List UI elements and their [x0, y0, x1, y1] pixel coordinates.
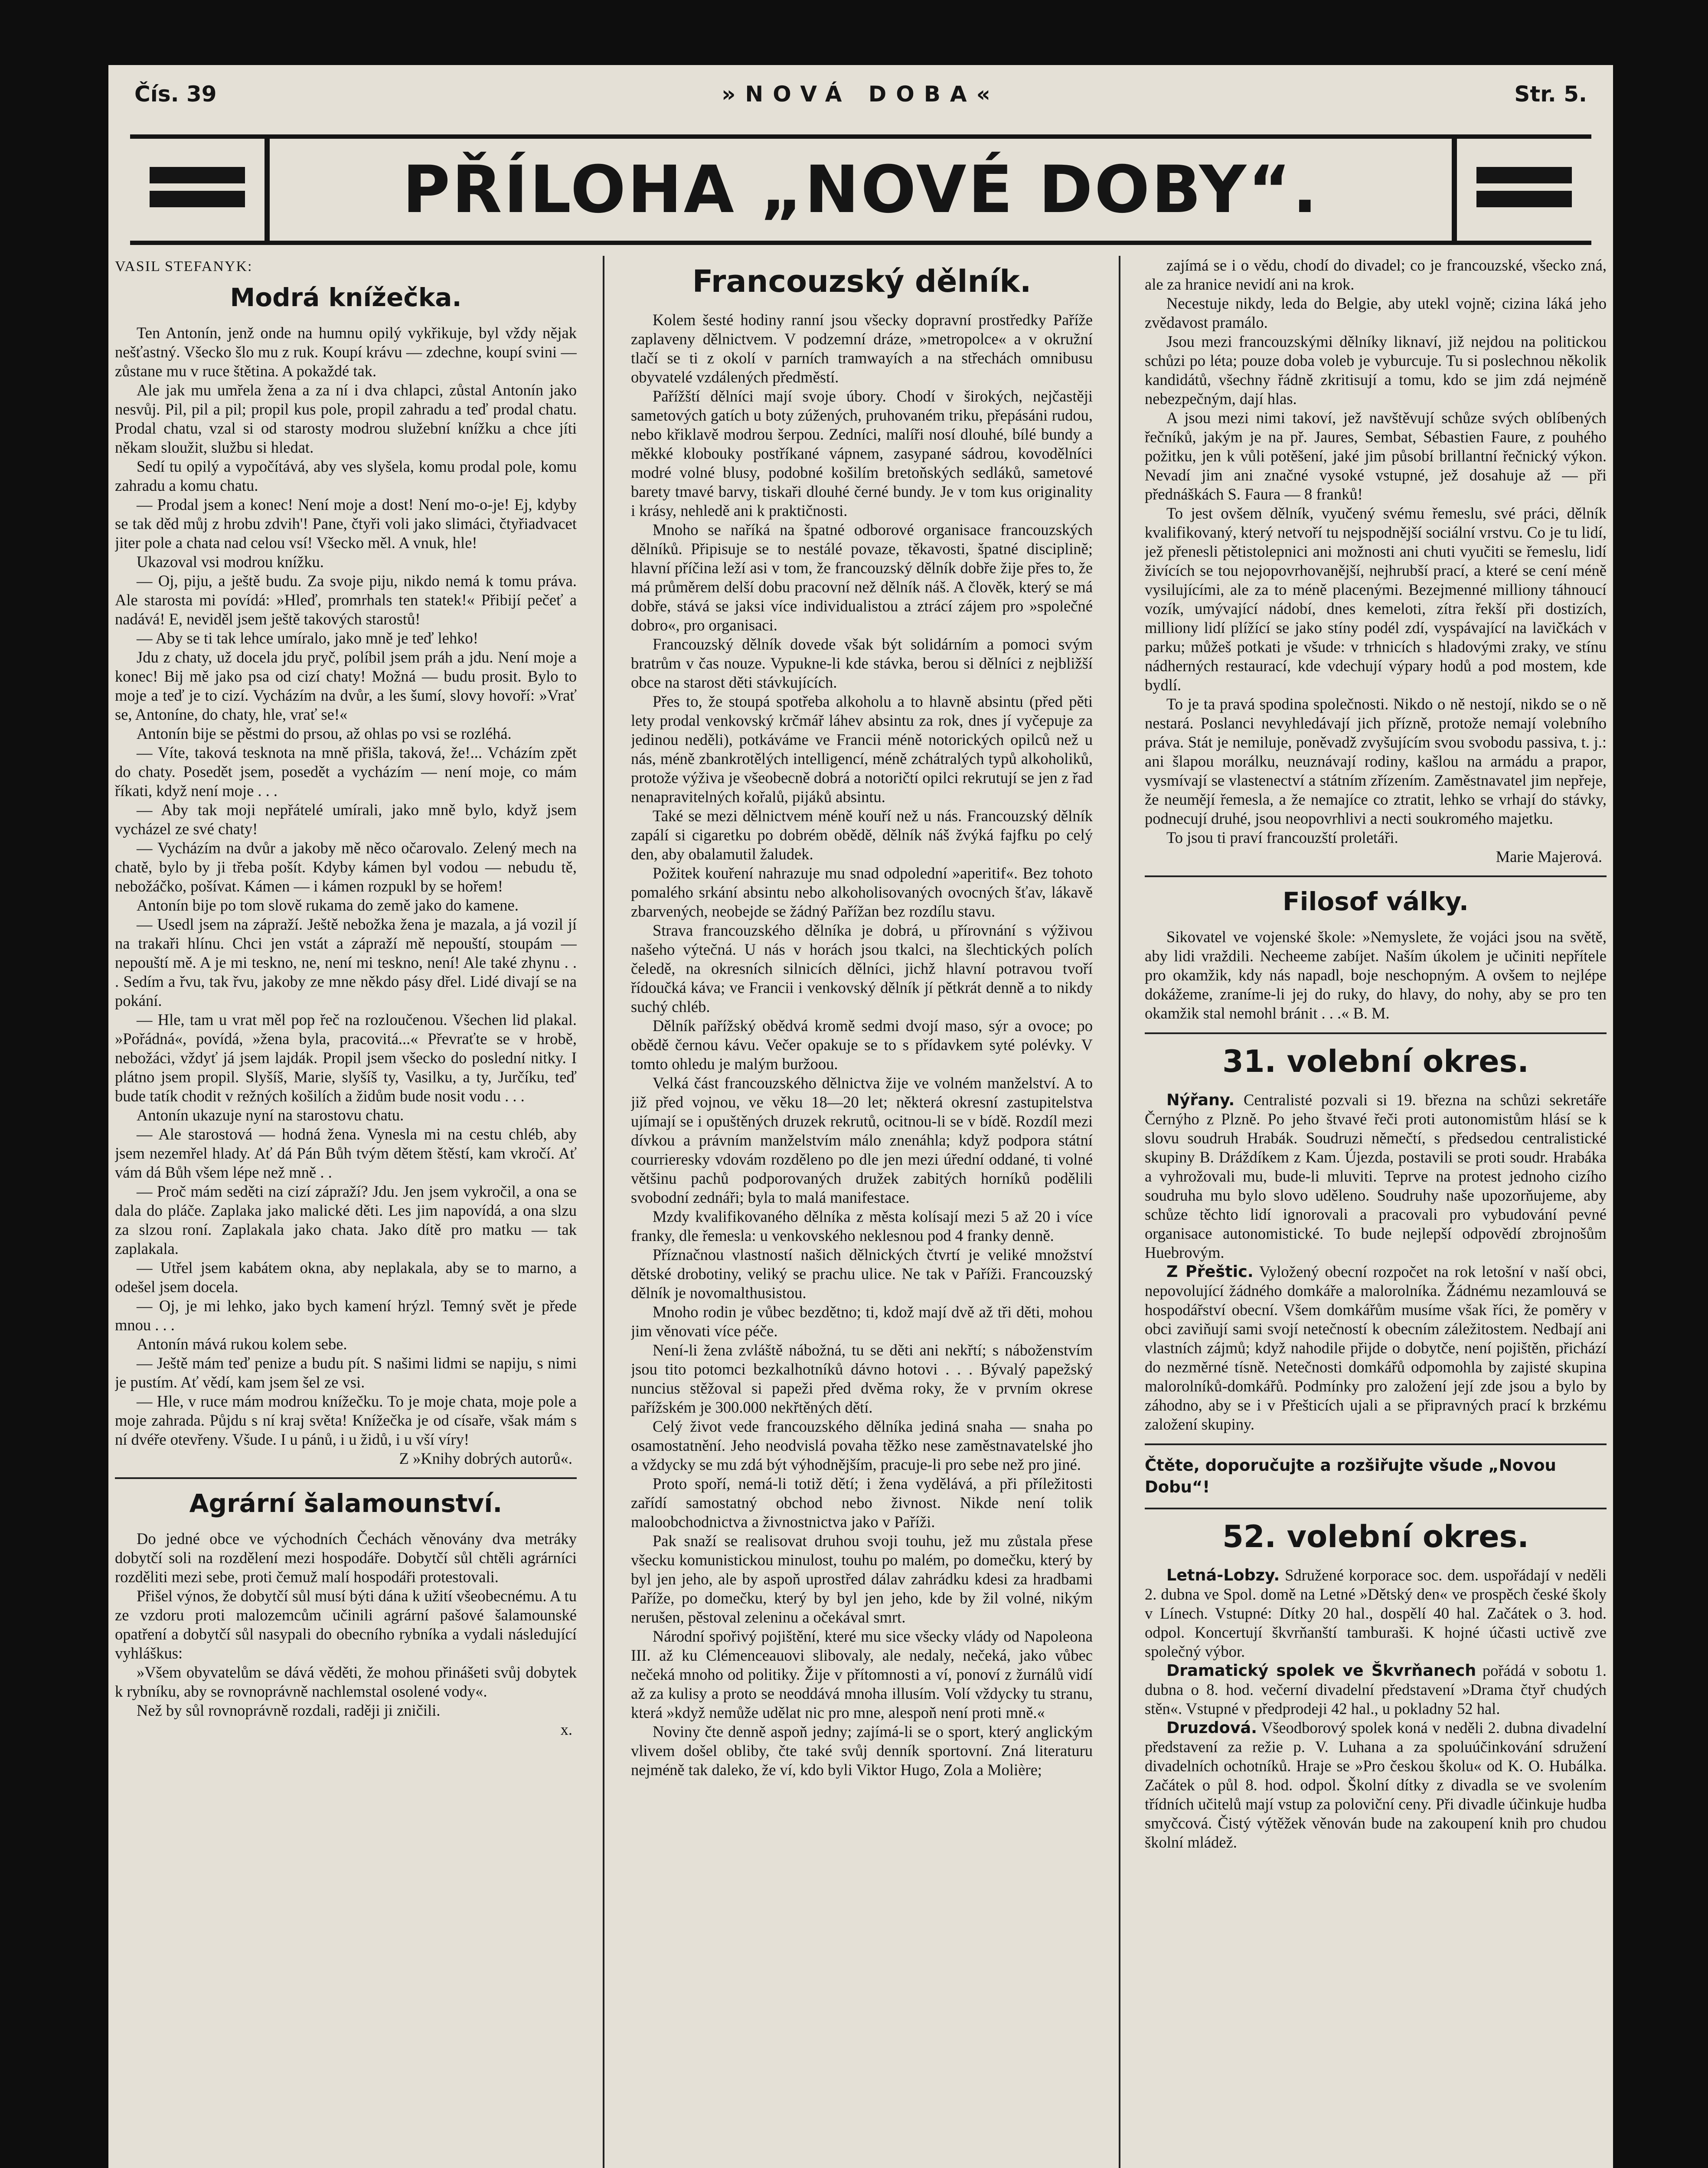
article-paragraph: »Všem obyvatelům se dává věděti, že mohou přinášeti svůj dobytek k rybníku, aby se rovnoprávně nachlemstal osolené vody«. — [115, 1663, 577, 1700]
news-item-text: Vyložený obecní rozpočet na rok letošní v naší obci, nepovolující žádného domkáře a malorolníka. Žádnému nezamlouvá se hospodářství obecní. Všem domkářům musíme však říci, že poměry v obci zaviňují sami svojí netečností k obecním záležitostem. Nedbají ani vlastních zájmů; když nahodile přijde o dobytče, není pojištěn, přichází do nezměrné tísně. Netečnosti domkářů odpomohla by zajisté skupina malorolníků-domkářů. Podmínky pro založení její zde jsou a bylo by záhodno, aby se i v Přešticích ujali a se připravných prací k brzkému založení skupiny. — [1145, 1263, 1607, 1433]
article-paragraph: Není-li žena zvláště nábožná, tu se děti ani nekřtí; s náboženstvím jsou tito potomci bezkalhotníků dávno hotovi . . . Bývalý papežský nuncius stěžoval si papeži před dvěma roky, že v prvním okrese pařížském je 300.000 nekřtěných dětí. — [631, 1341, 1093, 1416]
article-paragraph: Přes to, že stoupá spotřeba alkoholu a to hlavně absintu (před pěti lety prodal venkovský krčmář láhev absintu za rok, dnes jí vyčepuje za jedinou neděli), potkáváme ve Francii méně notorických opilců než u nás, méně zbankrotělých intelligencí, méně zchátralých typů alkoholiků, protože výživa je všeobecně dobrá a notoričtí opilci rekrutují se jen z řad nenapravitelných kořalů, pijáků absintu. — [631, 692, 1093, 806]
article-paragraph: To jsou ti praví francouzští proletáři. — [1166, 829, 1398, 846]
page-number: Str. 5. — [1514, 82, 1587, 107]
running-head — [134, 77, 1587, 112]
article-body — [115, 1529, 577, 1720]
article-signature: Marie Majerová. — [1496, 848, 1602, 865]
banner-right-ornament — [1452, 139, 1591, 241]
section-title: 31. volební okres. — [1222, 1044, 1529, 1079]
article-paragraph: — Ale starostová — hodná žena. Vynesla mi na cestu chléb, aby jsem nezemřel hlady. Ať dá Pán Bůh tvým dětem štěstí, kam vkročí. Ať vám dá Bůh všem lépe než mně . . — [115, 1125, 577, 1181]
article-paragraph: Pak snaží se realisovat druhou svoji touhu, jež mu zůstala přese všecku komunistickou minulost, touhu po malém, po domečku, který by byl jen jeho, ale by aspoň uprostřed dálav zahrádku kdesi za hradbami Paříže, po domečku, který by byl jen jeho, kde by žil volné, nikým nerušen, pěstoval zeleninu a očekával smrt. — [631, 1532, 1093, 1626]
article-paragraph: — Hle, tam u vrat měl pop řeč na rozloučenou. Všechen lid plakal. »Pořádná«, povídá, »žena byla, pracovitá...« Převraťte se v hrobě, nebožáci, vždyť já jsem lajdák. Propil jsem všecko do poslední nitky. I plátno jsem propil. Slyšíš, Marie, slyšíš ty, Vasilku, a ty, Jurčíku, teď bude tatík chodit v režných košilích a židům bude nosit vodu . . . — [115, 1011, 577, 1105]
article-paragraph: Přišel výnos, že dobytčí sůl musí býti dána k užití všeobecnému. A tu ze vzdoru proti malozemcům učinili agrární pašové šalamounské opatření a dobytčí sůl nasypali do obecního rybníka a vydali následující vyhláškus: — [115, 1587, 577, 1662]
article-paragraph: — Oj, je mi lehko, jako bych kamení hrýzl. Temný svět je přede mnou . . . — [115, 1297, 577, 1334]
article-paragraph: — Aby tak moji nepřátelé umírali, jako mně bylo, když jsem vycházel ze své chaty! — [115, 801, 577, 838]
article-paragraph: — Prodal jsem a konec! Není moje a dost! Není mo-o-je! Ej, kdyby se tak děd můj z hrobu zdvih'! Pane, čtyři voli jako slimáci, čtyřiadvacet jiter pole a chata nad celou vsí! Všecko měl. A vnuk, hle! — [115, 496, 577, 552]
news-item-text: pořádá v sobotu 1. dubna o 8. hod. večerní divadelní představení »Drama čtyř chudých stěn«. Vstupné v předprodeji 42 hal., u pokladny 52 hal. — [1145, 1662, 1607, 1717]
news-item — [1145, 1262, 1607, 1434]
article-paragraph: Požitek kouření nahrazuje mu snad odpolední »aperitif«. Bez tohoto pomalého srkání absintu nebo alkoholisovaných ovocných šťav, lákavě zbarvených, neobejde se žádný Pařížan bez rozdílu stavu. — [631, 864, 1093, 920]
article-paragraph: Sikovatel ve vojenské škole: »Nemyslete, že vojáci jsou na světě, aby lidi vraždili. Necheeme zabíjet. Naším úkolem je učiniti nepřítele pro okamžik, kdy nás napadl, boje neschopným. A ovšem to nejlépe dokážeme, zraníme-li jej do ruky, do hlavy, do nohy, aby se pro ten okamžik stal nemohl bránit . . .« B. M. — [1145, 928, 1607, 1022]
article-paragraph: Proto spoří, nemá-li totiž dětí; i žena vydělává, a při příležitosti zařídí samostatný obchod nebo živnost. Nikde není tolik maloobchodnictva a živnostnictva jako v Paříži. — [631, 1475, 1093, 1531]
article-paragraph: Ale jak mu umřela žena a za ní i dva chlapci, zůstal Antonín jako nesvůj. Pil, pil a pil; propil kus pole, propil zahradu a teď prodal chatu. Prodal chatu, vzal si od starosty modrou služební knížku a chce jíti někam sloužit, službu si hledat. — [115, 381, 577, 456]
article-paragraph: — Ještě mám teď penize a budu pít. S našimi lidmi se napiju, s nimi je pustím. Ať vědí, kam jsem šel ze vsi. — [115, 1354, 577, 1391]
article-paragraph: — Usedl jsem na zápraží. Ještě nebožka žena je mazala, a já vozil jí na trakaři hlínu. Chci jen vstát a zápraží mě nepouští, stoupám — nepouští mě. A je mi teskno, ne, není mi teskno, není! Ale také zhynu . . . Sedím a řvu, tak řvu, jakoby ze mne někdo pásy dřel. Lidé divají se na pokání. — [115, 915, 577, 1009]
article-paragraph: Antonín mává rukou kolem sebe. — [137, 1335, 347, 1353]
article-body — [115, 323, 577, 1449]
news-item-place: Letná-Lobzy. — [1166, 1566, 1280, 1584]
article-paragraph: Velká část francouzského dělnictva žije ve volném manželství. A to již před vojnou, ve věku 18—20 let; některá okresní zastupitelstva ujímají se i opuštěných druzek rekrutů, ocitnou-li se v bídě. Rozdíl mezi dívkou a právním manželstvím málo znenáhla; když podpora státní courrieresky vdovám rozděleno po dle jen mezi úřední oddané, ti volné většinu pachů podporovaných družek zabitých horníků podělili svobodní zednáři; byla to malá manifestace. — [631, 1074, 1093, 1206]
article-title: Agrární šalamounství. — [189, 1489, 503, 1518]
issue-number: Čís. 39 — [134, 82, 217, 107]
article-body — [1145, 256, 1607, 847]
column-rule — [1119, 256, 1120, 2168]
article-paragraph: Kolem šesté hodiny ranní jsou všecky dopravní prostředky Paříže zaplaveny dělnictvem. V podzemní dráze, »metropolce« a v okružní tlačí se ti z okolí v parních tramwayích a na střechách omnibusu obyvatelé vzdálených předměstí. — [631, 311, 1093, 386]
section-title: 52. volební okres. — [1222, 1519, 1529, 1554]
article-paragraph: — Utřel jsem kabátem okna, aby neplakala, aby se to marno, a odešel jsem docela. — [115, 1259, 577, 1296]
article-paragraph: zajímá se i o vědu, chodí do divadel; co je francouzské, všecko zná, ale za hranice nevidí ani na krok. — [1145, 256, 1607, 293]
newspaper-page — [108, 65, 1613, 2168]
article-title: Filosof války. — [1283, 887, 1469, 916]
article-signature: x. — [560, 1721, 572, 1738]
news-item-place: Z Přeštic. — [1166, 1262, 1254, 1281]
news-item — [1145, 1566, 1607, 1661]
article-paragraph: Do jedné obce ve východních Čechách věnovány dva metráky dobytčí soli na rozdělení mezi hospodáře. Dobytčí sůl chtěli agrárníci rozděliti mezi sebe, proti čemuž malí hospodáři protestovali. — [115, 1530, 577, 1586]
article-paragraph: Ukazoval vsi modrou knížku. — [137, 553, 324, 571]
article-paragraph: Mzdy kvalifikovaného dělníka z města kolísají mezi 5 až 20 i více franky, dle řemesla: u venkovského neklesnou pod 4 franky denně. — [631, 1208, 1093, 1244]
article-paragraph: Než by sůl rovnoprávně rozdali, raději ji zničili. — [137, 1701, 441, 1719]
article-paragraph: Necestuje nikdy, leda do Belgie, aby utekl vojně; cizina láká jeho zvědavost pramálo. — [1145, 294, 1607, 331]
article-paragraph: To je ta pravá spodina společnosti. Nikdo o ně nestojí, nikdo se o ně nestará. Poslanci nevyhledávají jich přízně, protože nemají volebního práva. Stát je nemiluje, poněvadž zvyšujícím svou svobodu passiva, t. j.: ani šlapou morálku, neuznávají rodiny, kašlou na armádu a prapor, vysmívají se vlastenectví a státním zřízením. Zaměstnavatel jim nepřeje, že neumějí řemesla, a že nemajíce co ztratit, lehko se vrhají do stávky, podnecují druhé, jsou neopovrhlivi a necti soukromého majetku. — [1145, 695, 1607, 827]
banner-left-ornament — [130, 139, 270, 241]
supplement-banner — [130, 134, 1591, 245]
article-divider — [1145, 875, 1607, 877]
news-item-text: Všeodborový spolek koná v neděli 2. dubna divadelní představení za režie p. V. Luhana a za spoluúčinkování sdružení divadelních ochotníků. Hraje se »Pro českou školu« od K. O. Hubálka. Začátek o půl 8. hod. odpol. Školní dítky z divadla se ve svolením třídních učitelů mají vstup za poloviční ceny. Při divadle účinkuje hudba smyčcová. Čistý výtěžek věnován bude na zakoupení knih pro chudou školní mládež. — [1145, 1719, 1607, 1851]
article-divider — [1145, 1443, 1607, 1445]
section-body — [1145, 1566, 1607, 1852]
column-rule — [603, 256, 604, 2168]
article-title: Francouzský dělník. — [692, 264, 1032, 299]
article-paragraph: A jsou mezi nimi takoví, jež navštěvují schůze svých oblíbených řečníků, jakým je na př. Jaures, Sembat, Sébastien Faure, z pouhého požitku, jen k vůli potěšení, jaké jim působí brillantní řečnický výkon. Nevadí jim ani značné vysoké vstupné, jež dosahuje až — při přednáškách S. Faura — 8 franků! — [1145, 409, 1607, 503]
news-item-text: Centralisté pozvali si 19. března na schůzi sekretáře Černýho z Plzně. Po jeho štvavé řeči proti autonomistům hlásí se k slovu soudruh Hrabák. Soudruzi němečtí, s předsedou centralistické skupiny B. Dráždíkem z Kam. Újezda, postavili se proti soudr. Hrabáka a vyhrožovali mu, bude-li mluviti. Teprve na protest jednoho cizího soudruha mu bylo slovo uděleno. Soudruhy naše upozorňujeme, aby schůze těchto lidí ignorovali a pracovali pro vybudování pevné organisace autonomistické. To bude nejlepší odpovědí zbrojnošům Huebrovým. — [1145, 1091, 1607, 1261]
article-divider — [1145, 1508, 1607, 1509]
newspaper-name: »NOVÁ DOBA« — [722, 82, 1000, 107]
news-item-place: Nýřany. — [1166, 1091, 1235, 1109]
banner-title: PŘÍLOHA „NOVÉ DOBY“. — [402, 152, 1319, 228]
article-paragraph: To jest ovšem dělník, vyučený svému řemeslu, své práci, dělník kvalifikovaný, který netvoří tu nejspodnější sociální vrstvu. Co je tu lidí, jež přenesli pětistolepnici ani možnosti ani chuti vyučiti se řemeslu, lidí živících se tou nejopovrhovanější, nejhrubší prací, a které se cení méně vysilujícími, ale za to méně placenými. Bezejmenné milliony táhnoucí vozík, umývající nádobí, dnes kemeloti, zítra řekší při dostizích, milliony lidí plížící se jako stíny podél zdí, vyspávající na lavičkách v parku; můžeš potkati je všude: v trhnicích s hladovými zraky, ve stínu nádherných restaurací, kde vdechují výpary hodů a pod mostem, kde bydlí. — [1145, 504, 1607, 694]
promo-notice: Čtěte, doporučujte a rozšiřujte všude „Novou Dobu“! — [1145, 1456, 1556, 1496]
article-signature: Z »Knihy dobrých autorů«. — [399, 1450, 572, 1467]
news-item-place: Druzdová. — [1166, 1718, 1257, 1737]
article-paragraph: Antonín bije po tom slově rukama do země jako do kamene. — [137, 896, 519, 914]
article-paragraph: Dělník pařížský obědvá kromě sedmi dvojí maso, sýr a ovoce; po obědě černou kávu. Večer opakuje se to s přídavkem syté polévky. V tomto ohledu je malým buržoou. — [631, 1017, 1093, 1073]
article-divider — [1145, 1032, 1607, 1034]
article-paragraph: Mnoho rodin je vůbec bezdětno; ti, kdož mají dvě až tři děti, mohou jim věnovati více péče. — [631, 1303, 1093, 1340]
section-body — [1145, 1091, 1607, 1434]
article-paragraph: Noviny čte denně aspoň jedny; zajímá-li se o sport, který anglickým vlivem došel obliby, čte také svůj denník sportovní. Zná literaturu nejméně tak daleko, že ví, kdo byli Viktor Hugo, Zola a Molière; — [631, 1723, 1093, 1779]
article-paragraph: Jsou mezi francouzskými dělníky liknaví, již nejdou na politickou schůzi po léta; pouze doba voleb je vyburcuje. Tu si poslechnou několik kandidátů, všechny řádně zkritisují a tomu, kdo se jim zdá nejméně nebezpečným, dají hlas. — [1145, 333, 1607, 408]
column-2 — [631, 256, 1093, 2168]
article-paragraph: Antonín bije se pěstmi do prsou, až ohlas po vsi se rozléhá. — [137, 725, 512, 742]
article-paragraph: — Proč mám seděti na cizí zápraží? Jdu. Jen jsem vykročil, a ona se dala do pláče. Zaplaka jako malické děti. Les jim napovídá, a ona slzu za slzou roní. Zaplakala jako chata. Jako dítě pro matku — tak zaplakala. — [115, 1182, 577, 1257]
article-paragraph: Také se mezi dělnictvem méně kouří než u nás. Francouzský dělník zapálí si cigaretku po dobrém obědě, dělník náš žvýká fajfku po celý den, aby obalamutil žaludek. — [631, 807, 1093, 863]
article-divider — [115, 1477, 577, 1479]
article-byline: VASIL STEFANYK: — [115, 258, 253, 274]
column-1 — [115, 256, 577, 2168]
column-3 — [1145, 256, 1607, 2168]
article-paragraph: Francouzský dělník dovede však být solidárním a pomoci svým bratrům v čas nouze. Vypukne-li kde stávka, berou si dělníci z nejbližší obce na starost děti stávkujících. — [631, 635, 1093, 691]
news-item — [1145, 1661, 1607, 1718]
article-paragraph: Ten Antonín, jenž onde na humnu opilý vykřikuje, byl vždy nějak nešťastný. Všecko šlo mu z ruk. Koupí krávu — zdechne, koupí svini — zůstane mu v ruce štětina. A pokaždé tak. — [115, 324, 577, 380]
article-paragraph: Celý život vede francouzského dělníka jediná snaha — snaha po osamostatnění. Jeho neodvislá povaha těžko nese zaměstnavatelské jho a vždycky se mu zdá být výhodnějším, pracuje-li pro sebe než pro jiné. — [631, 1417, 1093, 1473]
article-paragraph: — Vycházím na dvůr a jakoby mě něco očarovalo. Zelený mech na chatě, bylo by ji třeba pošít. Kdyby kámen byl vodou — nebudu tě, nebožáčko, pošívat. Kámen — i kámen rozpukl by se hořem! — [115, 839, 577, 895]
news-item-place: Dramatický spolek ve Škvrňanech — [1166, 1661, 1476, 1680]
article-paragraph: Jdu z chaty, už docela jdu pryč, políbil jsem práh a jdu. Není moje a konec! Bij mě jako psa od cizí chaty! Možná — budu prosit. Bylo to moje a teď je to cizí. Vycházím na dvůr, a les šumí, slovy hovoří: »Vrať se, Antoníne, do chaty, hle, vrať se!« — [115, 648, 577, 723]
article-paragraph: — Hle, v ruce mám modrou knížečku. To je moje chata, moje pole a moje zahrada. Půjdu s ní kraj světa! Knížečka je od císaře, však mám s ní dvéře otevřeny. Všude. I u pánů, i u židů, i u vší víry! — [115, 1392, 577, 1448]
news-item — [1145, 1091, 1607, 1262]
article-paragraph: Sedí tu opilý a vypočítává, aby ves slyšela, komu prodal pole, komu zahradu a komu chatu. — [115, 457, 577, 494]
article-body — [631, 310, 1093, 1779]
article-paragraph: Antonín ukazuje nyní na starostovu chatu. — [137, 1106, 404, 1124]
article-title: Modrá knížečka. — [230, 283, 462, 312]
article-paragraph: Mnoho se naříká na špatné odborové organisace francouzských dělníků. Připisuje se to nestálé povaze, těkavosti, špatné disciplině; hlavní příčina leží asi v tom, že francouzský dělník dobře žije přes to, že má průměrem delší dobu pracovní než dělník náš. A člověk, který se má dobře, stává se jaksi více individualistou a ztrácí zájem pro »společné dobro«, pro organisaci. — [631, 521, 1093, 634]
article-paragraph: — Aby se ti tak lehce umíralo, jako mně je teď lehko! — [137, 629, 478, 647]
news-item-text: Sdružené korporace soc. dem. uspořádají v neděli 2. dubna ve Spol. domě na Letné »Dětský den« ve prospěch české školy v Línech. Vstupné: Dítky 20 hal., dospělí 40 hal. Začátek o 3. hod. odpol. Koncertují škvrňanští tamburaši. K hojné účasti uctivě zve společný výbor. — [1145, 1566, 1607, 1660]
article-paragraph: Pařížští dělníci mají svoje úbory. Chodí v širokých, nejčastěji sametových gatích u boty zúžených, pruhovaném triku, přepásáni rudou, nebo křiklavě modrou šerpou. Zedníci, malíři nosí dlouhé, bílé bundy a měkké klobouky postříkané vápnem, zasypané sádrou, kovodělníci modré volné blusy, podobné košilím bretoňských sedláků, sametové barety tmavé barvy, tiskaři dlouhé černé bundy. Je v tom kus originality i krásy, nehledě ani k praktičnosti. — [631, 387, 1093, 519]
article-paragraph: Strava francouzského dělníka je dobrá, u přírovnání s výživou našeho výtečná. U nás v horách jsou tkalci, na šlechtických polích čeledě, na okresních silnicích dělníci, jichž hlavní potravou tvoří řídoučká káva; ve Francii i venkovský dělník jí pětkrát denně a to nikdy suchý chléb. — [631, 921, 1093, 1015]
news-item — [1145, 1718, 1607, 1852]
article-paragraph: Příznačnou vlastností našich dělnických čtvrtí je veliké množství dětské drobotiny, veliký se prachu ulice. Ne tak v Paříži. Francouzský dělník je novomalthusistou. — [631, 1246, 1093, 1302]
article-paragraph: — Víte, taková tesknota na mně přišla, taková, že!... Vcházím zpět do chaty. Posedět jsem, posedět a vycházím — není moje, co mám říkati, když není moje . . . — [115, 744, 577, 800]
article-paragraph: Národní spořivý pojištění, které mu sice všecky vlády od Napoleona III. až ku Clémenceauovi slibovaly, ale nedaly, nečeká, jako vůbec nečeká mnoho od politiky. Žije v přítomnosti a ví, ponoví z žurnálů vidí až za kulisy a proto se neoddává mnoha illusím. Volí vždycky tu stranu, která »když nemůže udělat nic pro mne, alespoň není proti mně.« — [631, 1627, 1093, 1721]
article-paragraph: — Oj, piju, a ještě budu. Za svoje piju, nikdo nemá k tomu práva. Ale starosta mi povídá: »Hleď, promrhals ten statek!« Přibijí pečeť a nadává! E, neviděl jsem ještě takových starostů! — [115, 572, 577, 628]
